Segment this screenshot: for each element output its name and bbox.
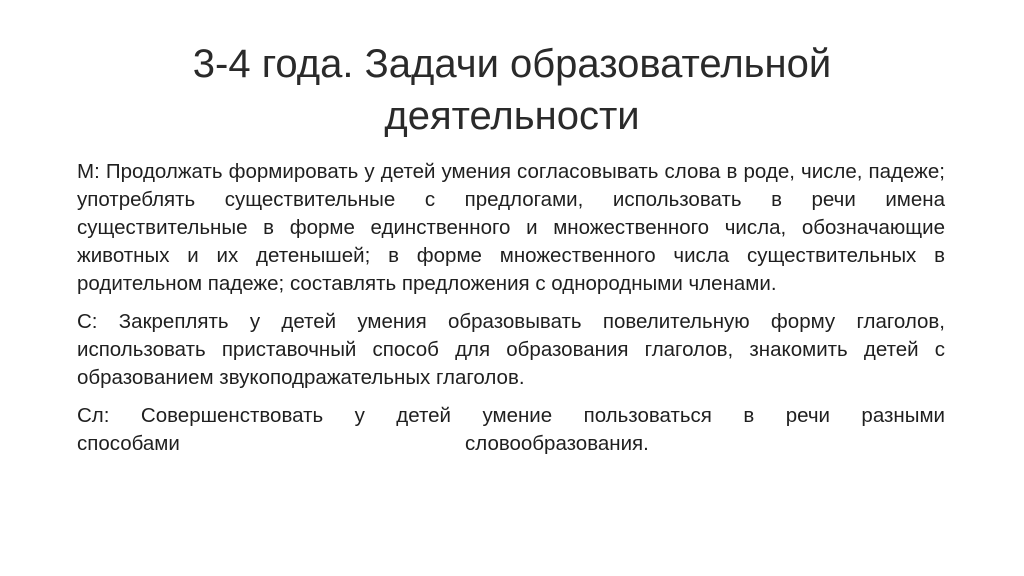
word: Совершенствовать xyxy=(140,404,324,427)
word: детей xyxy=(396,404,451,427)
title-line-1: 3-4 года. Задачи образовательной xyxy=(192,42,832,86)
paragraph-sl-line-2 xyxy=(77,430,945,458)
slide-title xyxy=(120,38,904,142)
word: умение xyxy=(482,404,553,427)
word: в xyxy=(743,404,755,427)
word: у xyxy=(354,404,365,427)
paragraph-m: М: Продолжать формировать у детей умения согласовывать слова в роде, числе, падеже; употреблять существительные с предлогами, использовать в речи имена существительные в форме единственного и множественного числа, обозначающие животных и их детенышей; в форме множественного числа существительных в родительном падеже; составлять предложения с однородными членами. xyxy=(77,160,945,295)
paragraph-sl xyxy=(77,402,945,458)
paragraph-s: С: Закреплять у детей умения образовывать повелительную форму глаголов, использовать приставочный способ для образования глаголов, знакомить детей с образованием звукоподражательных глаголов. xyxy=(77,310,945,389)
word: пользоваться xyxy=(583,404,712,427)
slide-body xyxy=(77,158,945,468)
word: разными xyxy=(861,404,945,427)
word: способами xyxy=(77,432,180,455)
paragraph-sl-line-1 xyxy=(77,402,945,430)
word: Сл: xyxy=(77,404,110,427)
word: словообразования. xyxy=(465,432,649,455)
title-line-2: деятельности xyxy=(384,94,640,138)
word: речи xyxy=(785,404,830,427)
